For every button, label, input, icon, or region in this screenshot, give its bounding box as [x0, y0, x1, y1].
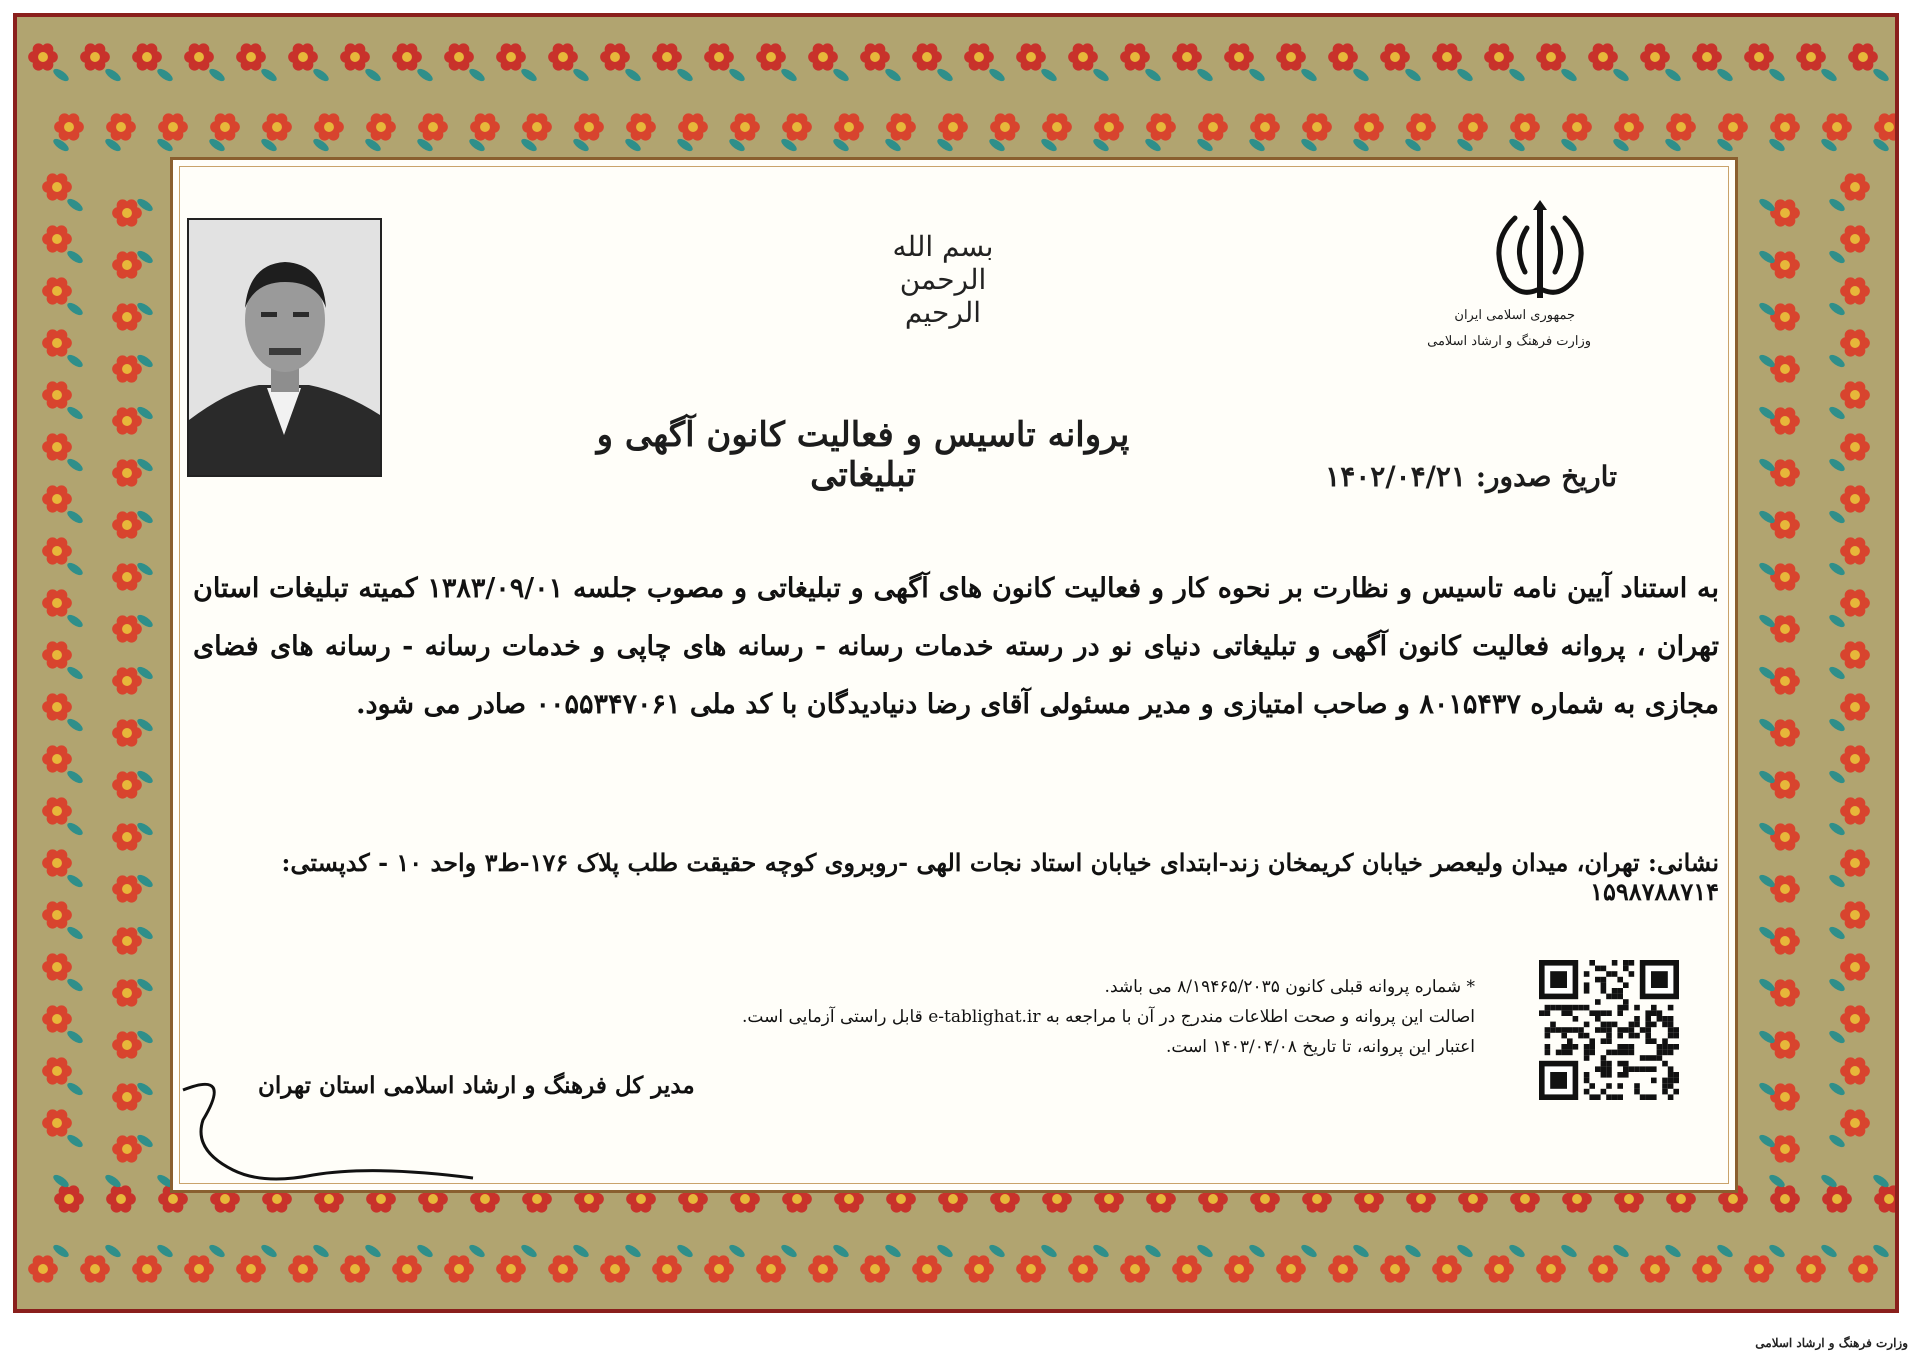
- issue-date-label: تاریخ صدور:: [1475, 460, 1617, 493]
- holder-photo: [187, 218, 382, 477]
- certificate-paper: [170, 157, 1738, 1193]
- state-emblem: [1427, 198, 1605, 349]
- footer-ministry-label: وزارت فرهنگ و ارشاد اسلامی: [1755, 1336, 1908, 1350]
- handwritten-signature: [173, 1060, 553, 1200]
- verification-qr-code[interactable]: [1539, 960, 1679, 1100]
- address-label: نشانی:: [1648, 848, 1719, 877]
- previous-license-note: * شماره پروانه قبلی کانون ۸/۱۹۴۶۵/۲۰۳۵ می باشد.: [1104, 977, 1475, 997]
- ministry-label: وزارت فرهنگ و ارشاد اسلامی: [1427, 334, 1591, 349]
- basmala-calligraphy: بسم الله الرحمن الرحیم: [892, 230, 994, 329]
- notes-block: [595, 972, 1475, 1062]
- address-row: [195, 848, 1719, 906]
- issue-date-value: ۱۴۰۲/۰۴/۲۱: [1325, 460, 1466, 493]
- country-label: جمهوری اسلامی ایران: [1454, 308, 1575, 323]
- certificate-body-text: به استناد آیین نامه تاسیس و نظارت بر نحوه کار و فعالیت کانون های آگهی و تبلیغاتی و مصوب جلسه ۱۳۸۳/۰۹/۰۱ کمیته تبلیغات استان تهران ، پروانه فعالیت کانون آگهی و تبلیغاتی دنیای نو در رسته خدمات رسانه - رسانه های چاپی و خدمات رسانه - رسانه های فضای مجازی به شماره ۸۰۱۵۴۳۷ و صاحب امتیازی و مدیر مسئولی آقای رضا دنیادیدگان با کد ملی ۰۰۵۵۳۴۷۰۶۱ صادر می شود.: [193, 573, 1719, 720]
- issue-date-row: [1325, 460, 1617, 493]
- address-value: تهران، میدان ولیعصر خیابان کریمخان زند-ابتدای خیابان استاد نجات الهی -روبروی کوچه حقیقت طلب پلاک ۱۷۶-ط۳ واحد ۱۰ - کدپستی: ۱۵۹۸۷۸۸۷۱۴: [281, 848, 1719, 906]
- verification-note: اصالت این پروانه و صحت اطلاعات مندرج در آن با مراجعه به e-tablighat.ir قابل راستی آزمایی است.: [742, 1007, 1475, 1027]
- validity-note: اعتبار این پروانه، تا تاریخ ۱۴۰۳/۰۴/۰۸ است.: [1165, 1037, 1475, 1057]
- emblem-icon: [1475, 198, 1605, 308]
- certificate-title: پروانه تاسیس و فعالیت کانون آگهی و تبلیغاتی: [596, 415, 1130, 495]
- signer-title: مدیر کل فرهنگ و ارشاد اسلامی استان تهران: [258, 1072, 695, 1099]
